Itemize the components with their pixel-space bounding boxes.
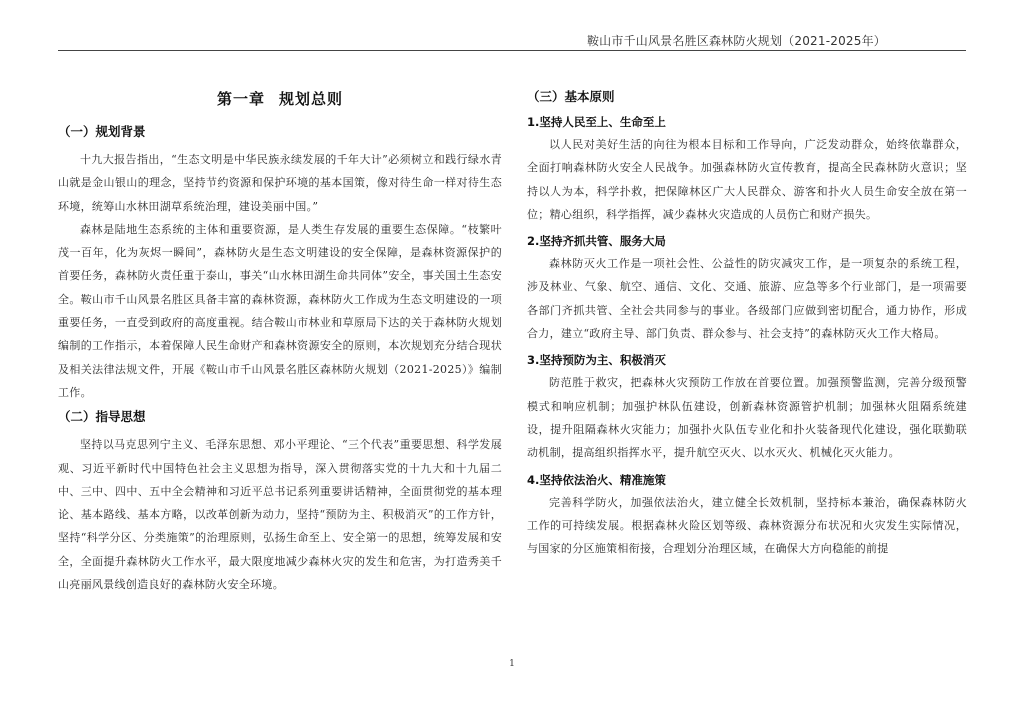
chapter-title — [58, 88, 502, 109]
principle-text-3: 防范胜于救灾，把森林火灾预防工作放在首要位置。加强预警监测，完善分级预警模式和响应机制；加强护林队伍建设，创新森林资源管护机制；加强林火阻隔系统建设，提升阻隔森林火灾能力；加强扑火队伍专业化和扑火装备现代化建设，强化联勤联动机制，提高组织指挥水平，提升航空灭火、以水灭火、机械化灭火能力。 — [527, 376, 967, 460]
paragraph-background-2: 森林是陆地生态系统的主体和重要资源，是人类生存发展的重要生态保障。“枝繁叶茂一百年，化为灰烬一瞬间”，森林防火是生态文明建设的安全保障，是森林资源保护的首要任务，森林防火责任重于泰山，事关“山水林田湖生命共同体”安全，事关国土生态安全。鞍山市千山风景名胜区具备丰富的森林资源，森林防火工作成为生态文明建设的一项重要任务，一直受到政府的高度重视。结合鞍山市林业和草原局下达的关于森林防火规划编制的工作指示，本着保障人民生命财产和森林资源安全的原则，本次规划充分结合现状及相关法律法规文件，开展《鞍山市千山风景名胜区森林防火规划（2021-2025）》编制工作。 — [58, 222, 502, 399]
principle-text-4: 完善科学防火，加强依法治火，建立健全长效机制，坚持标本兼治，确保森林防火工作的可持续发展。根据森林火险区划等级、森林资源分布状况和火灾发生实际情况，与国家的分区施策相衔接，合理划分治理区域，在确保大方向稳能的前提 — [527, 495, 967, 556]
section-heading-background: （一）规划背景 — [58, 124, 146, 139]
chapter-name: 规划总则 — [279, 90, 344, 108]
left-column — [58, 86, 502, 646]
principle-heading-3: 3.坚持预防为主、积极消灭 — [527, 353, 666, 368]
paragraph-background-1: 十九大报告指出，“生态文明是中华民族永续发展的千年大计”必须树立和践行绿水青山就是金山银山的理念，坚持节约资源和保护环境的基本国策，像对待生命一样对待生态环境，统筹山水林田湖草系统治理，建设美丽中国。” — [58, 153, 502, 213]
principle-heading-2: 2.坚持齐抓共管、服务大局 — [527, 234, 666, 249]
principle-heading-4: 4.坚持依法治火、精准施策 — [527, 472, 666, 487]
paragraph-guiding-ideology: 坚持以马克思列宁主义、毛泽东思想、邓小平理论、“三个代表”重要思想、科学发展观、习近平新时代中国特色社会主义思想为指导，深入贯彻落实党的十九大和十九届二中、三中、四中、五中全会精神和习近平总书记系列重要讲话精神，全面贯彻党的基本理论、基本路线、基本方略，以改革创新为动力，坚持“预防为主、积极消灭”的工作方针，坚持“科学分区、分类施策”的治理原则，弘扬生命至上、安全第一的思想，统筹发展和安全，全面提升森林防火工作水平，最大限度地减少森林火灾的发生和危害，为打造秀美千山亮丽风景线创造良好的森林防火安全环境。 — [58, 438, 502, 592]
principle-heading-1: 1.坚持人民至上、生命至上 — [527, 115, 666, 129]
chapter-number: 第一章 — [216, 90, 265, 108]
running-header: 鞍山市千山风景名胜区森林防火规划（2021-2025年） — [586, 34, 886, 48]
page-number: 1 — [509, 659, 515, 669]
section-heading-guiding-ideology: （二）指导思想 — [58, 409, 146, 425]
principle-text-2: 森林防灭火工作是一项社会性、公益性的防灾减灾工作，是一项复杂的系统工程，涉及林业、气象、航空、通信、文化、交通、旅游、应急等多个行业部门，是一项需要各部门齐抓共管、全社会共同参与的事业。各级部门应做到密切配合，通力协作，形成合力，建立“政府主导、部门负责、群众参与、社会支持”的森林防灭火工作大格局。 — [527, 257, 967, 341]
header-rule — [58, 50, 966, 51]
right-column — [527, 86, 967, 646]
section-heading-basic-principles: （三）基本原则 — [527, 89, 615, 104]
principle-text-1: 以人民对美好生活的向往为根本目标和工作导向，广泛发动群众，始终依靠群众，全面打响森林防火安全人民战争。加强森林防火宣传教育，提高全民森林防火意识；坚持以人为本，科学扑救，把保障林区广大人民群众、游客和扑火人员生命安全放在第一位；精心组织，科学指挥，减少森林火灾造成的人员伤亡和财产损失。 — [527, 138, 967, 221]
